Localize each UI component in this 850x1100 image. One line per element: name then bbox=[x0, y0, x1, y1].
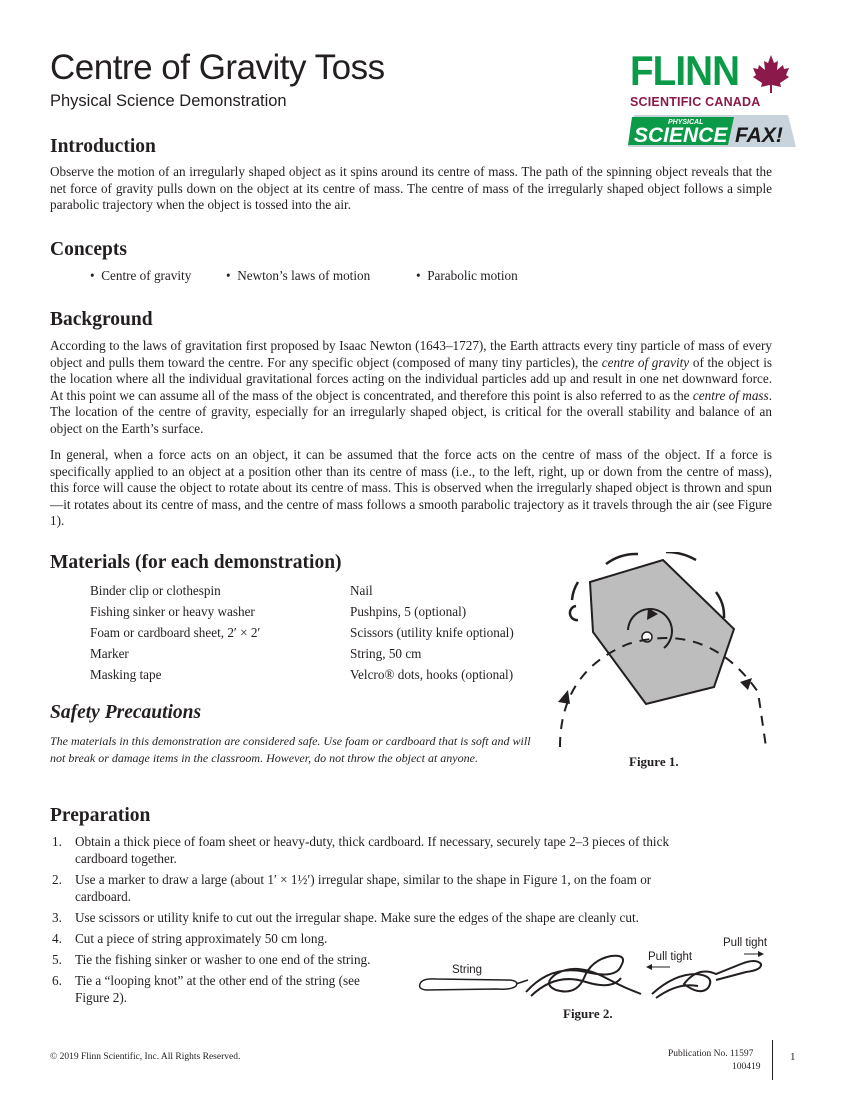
material-item: Foam or cardboard sheet, 2′ × 2′ bbox=[90, 625, 261, 640]
material-item: Fishing sinker or heavy washer bbox=[90, 604, 255, 619]
irregular-shape bbox=[590, 560, 734, 704]
string-loop bbox=[420, 979, 517, 990]
footer-publication-number: Publication No. 11597 bbox=[668, 1049, 754, 1059]
page-number: 1 bbox=[790, 1051, 796, 1063]
material-item: Pushpins, 5 (optional) bbox=[350, 604, 467, 619]
introduction-text: Observe the motion of an irregularly shaped object as it spins around its centre of mass. The path of the spinning object reveals that the net force of gravity pulls down on the object at its centre of mass. The centre of mass of the irregularly shaped object follows a simple parabolic trajectory when the object is tossed into the air. bbox=[50, 164, 772, 213]
pull-tight-label: Pull tight bbox=[648, 951, 693, 963]
science-fax-badge bbox=[628, 111, 798, 151]
section-heading-introduction: Introduction bbox=[50, 136, 156, 157]
badge-fax-label: FAX! bbox=[735, 124, 783, 147]
concept-item: • Parabolic motion bbox=[416, 268, 518, 283]
material-item: Velcro® dots, hooks (optional) bbox=[350, 667, 514, 682]
section-heading-materials: Materials (for each demonstration) bbox=[50, 552, 342, 573]
badge-science-label: SCIENCE bbox=[634, 124, 728, 147]
figure-1-diagram bbox=[548, 552, 778, 752]
section-heading-safety: Safety Precautions bbox=[50, 702, 202, 723]
background-paragraph-1: According to the laws of gravitation first proposed by Isaac Newton (1643–1727), the Earth attracts every tiny particle of mass of every object and pulls them toward the centre. For any specific object (composed of many tiny particles), the centre of gravity of the object is the location where all the individual gravitational forces acting on the individual particles add up and result in one net downward force. At this point we can assume all of the mass of the object is concentrated, and therefore this point is also referred to as the centre of mass. The location of the centre of gravity, especially for an irregularly shaped object, is critical for the overall stability and balance of an object on the Earth’s surface. bbox=[50, 338, 772, 436]
figure-2-caption: Figure 2. bbox=[563, 1006, 613, 1021]
footer-publication-code: 100419 bbox=[732, 1062, 761, 1072]
badge-physical-label: PHYSICAL bbox=[668, 119, 704, 126]
footer-copyright: © 2019 Flinn Scientific, Inc. All Rights Reserved. bbox=[50, 1052, 241, 1062]
pull-tight-label: Pull tight bbox=[723, 937, 768, 949]
maple-leaf-icon bbox=[752, 54, 790, 94]
material-item: Marker bbox=[90, 646, 129, 661]
material-item: Nail bbox=[350, 583, 373, 598]
section-heading-concepts: Concepts bbox=[50, 239, 127, 260]
concept-item: • Centre of gravity bbox=[90, 268, 192, 283]
tightened-knot bbox=[652, 961, 761, 994]
safety-text: The materials in this demonstration are considered safe. Use foam or cardboard that is soft and will not break or damage items in the classroom. However, do not throw the object at anyone. bbox=[50, 734, 531, 765]
section-heading-preparation: Preparation bbox=[50, 805, 151, 826]
figure-eight-knot bbox=[526, 956, 641, 994]
page-title: Centre of Gravity Toss bbox=[50, 48, 385, 87]
brand-logo-text: FLINN bbox=[630, 47, 740, 94]
brand-logo-subtext: SCIENTIFIC CANADA bbox=[630, 95, 761, 109]
section-heading-background: Background bbox=[50, 309, 153, 330]
spin-mark bbox=[570, 606, 578, 620]
figure-2-diagram bbox=[416, 934, 776, 1004]
material-item: String, 50 cm bbox=[350, 646, 422, 661]
figure-1-caption: Figure 1. bbox=[629, 754, 679, 769]
footer-divider bbox=[772, 1040, 773, 1080]
material-item: Masking tape bbox=[90, 667, 162, 682]
string-label: String bbox=[452, 964, 483, 976]
concept-item: • Newton’s laws of motion bbox=[226, 268, 371, 283]
page-subtitle: Physical Science Demonstration bbox=[50, 92, 287, 110]
material-item: Binder clip or clothespin bbox=[90, 583, 221, 598]
background-paragraph-2: In general, when a force acts on an object, it can be assumed that the force acts on the centre of mass of the object. If a force is specifically applied to an object at a position other than its centre of mass (i.e., to the left, right, up or down from the centre of mass), this force will cause the object to rotate about its centre of mass. This is observed when the irregularly shaped object is thrown and spun—it rotates about its centre of mass, and the centre of mass follows a smooth parabolic trajectory as it travels through the air (see Figure 1). bbox=[50, 447, 772, 529]
material-item: Scissors (utility knife optional) bbox=[350, 625, 514, 640]
